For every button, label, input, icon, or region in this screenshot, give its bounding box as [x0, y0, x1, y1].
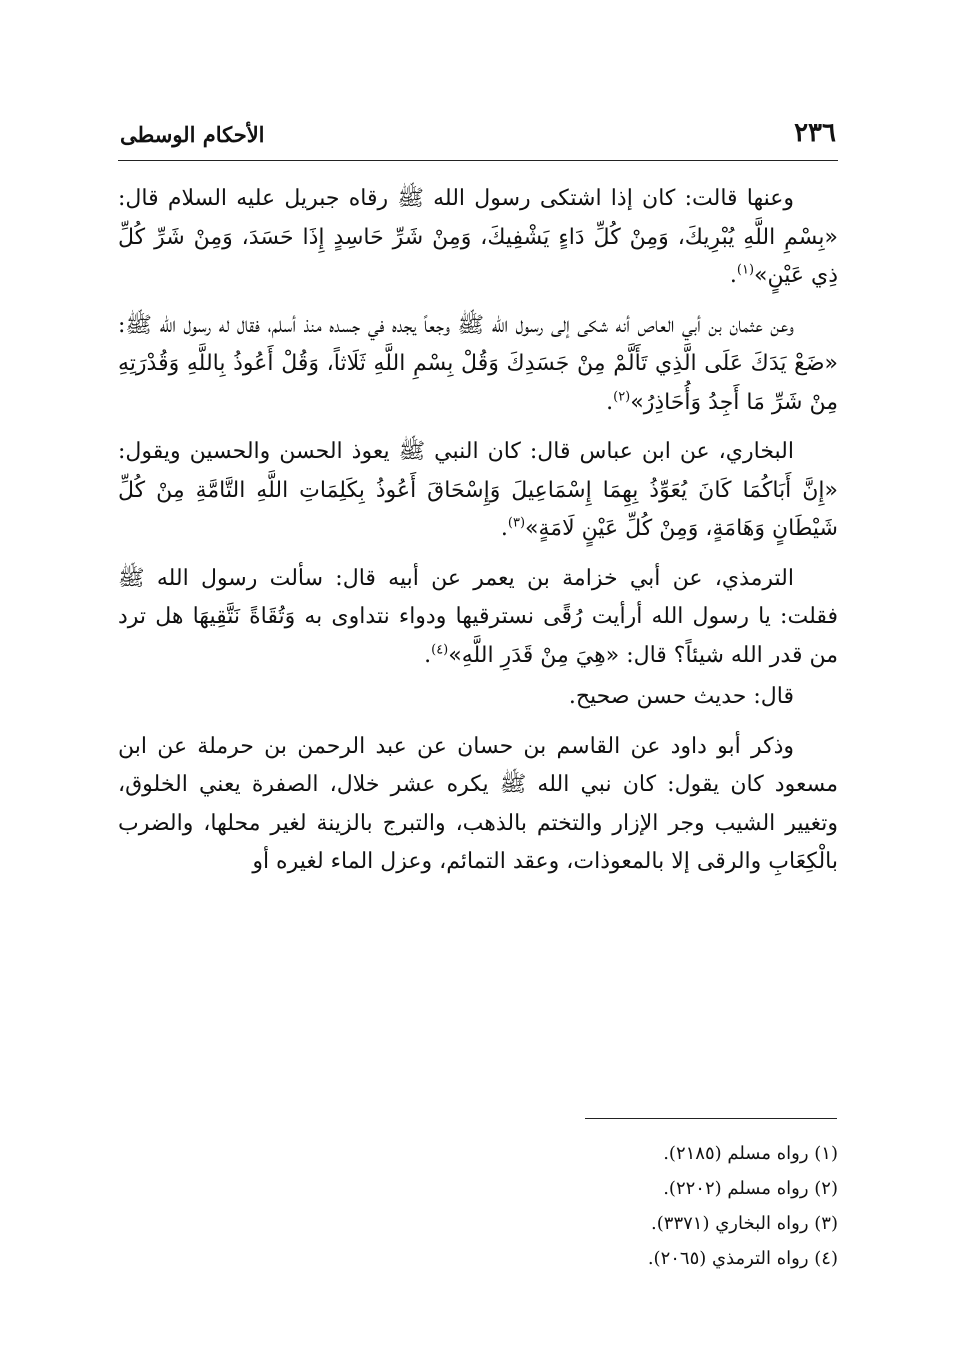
paragraph-2-tail: .: [606, 389, 614, 415]
footnote-4: (٤) رواه الترمذي (٢٠٦٥).: [647, 1248, 838, 1269]
running-title: الأحكام الوسطى: [120, 122, 265, 147]
paragraph-3-tail: .: [500, 516, 508, 541]
paragraph-1-quote: «بِسْمِ اللَّهِ يُبْرِيكَ، وَمِنْ كُلِّ دَاءٍ يَشْفِيكَ، وَمِنْ شَرِّ حَاسِدٍ إِذَا حَسَدَ، وَمِنْ شَرِّ كُلِّ ذِي عَيْنٍ»: [118, 224, 838, 288]
paragraph-4-lead: الترمذي، عن أبي خزامة بن يعمر عن أبيه قال: سألت رسول الله ﷺ فقلت: يا رسول الله أرأيت رُقًى نسترقيها ودواء نتداوى به وَتُقَاةً نَتَّقِيهَا هل ترد من قدر الله شيئاً؟ قال:: [118, 565, 838, 668]
paragraph-2-lead: وعن عثمان بن أبي العاص أنه شكى إلى رسول الله ﷺ وجعاً يجده في جسده منذ أسلم، فقال له رسول الله ﷺ:: [118, 312, 794, 338]
paragraph-3-quote: «إِنَّ أَبَاكُمَا كَانَ يُعَوِّذُ بِهِمَا إِسْمَاعِيلَ وَإِسْحَاقَ أَعُوذُ بِكَلِمَاتِ اللَّهِ التَّامَّةِ مِنْ كُلِّ شَيْطَانٍ وَهَامَةٍ، وَمِنْ كُلِّ عَيْنٍ لَامَةٍ»: [118, 477, 838, 541]
paragraph-2: [118, 307, 838, 423]
footnote-1: (١) رواه مسلم (٢١٨٥).: [663, 1143, 838, 1164]
footnotes: [118, 1136, 838, 1276]
paragraph-4-tail: .: [424, 642, 432, 668]
paragraph-4-quote: «هِيَ مِنْ قَدَرِ اللَّهِ»: [448, 642, 620, 668]
paragraph-5: وذكر أبو داود عن القاسم بن حسان عن عبد الرحمن بن حرملة عن ابن مسعود كان يقول: كان نبي الله ﷺ يكره عشر خلال، الصفرة يعني الخلوق، وتغيير الشيب وجر الإزار والتختم بالذهب، والتبرج بالزينة لغير محلها، والضرب بالْكِعَابِ والرقى إلا بالمعوذات، وعقد التمائم، وعزل الماء لغيره أو: [118, 733, 838, 874]
paragraph-4: [118, 560, 838, 676]
footnote-3: (٣) رواه البخاري (٣٣٧١).: [651, 1213, 838, 1234]
paragraph-3: [118, 433, 838, 549]
footnote-ref-4: (٤): [431, 642, 449, 658]
paragraph-1: [118, 180, 838, 296]
header-rule: [118, 160, 838, 161]
page-header: [118, 118, 838, 162]
paragraph-1-lead: وعنها قالت: كان إذا اشتكى رسول الله ﷺ رقاه جبريل عليه السلام قال:: [118, 186, 794, 211]
paragraph-3-lead: البخاري، عن ابن عباس قال: كان النبي ﷺ يعوذ الحسن والحسين ويقول:: [118, 439, 794, 464]
footnote-ref-3: (٣): [507, 515, 526, 531]
footnote-rule: [585, 1118, 837, 1119]
page-number: ٢٣٦: [794, 118, 836, 148]
footnote-2: (٢) رواه مسلم (٢٢٠٢).: [663, 1178, 838, 1199]
paragraph-1-tail: .: [729, 263, 737, 288]
grading-remark: قال: حديث حسن صحيح.: [568, 684, 794, 709]
paragraph-2-quote: «ضَعْ يَدَكَ عَلَى الَّذِي تَأَلَّمْ مِنْ جَسَدِكَ وَقُلْ بِسْمِ اللَّهِ ثَلَاثاً، وَقُلْ أَعُوذُ بِاللَّهِ وَقُدْرَتِهِ مِنْ شَرِّ مَا أَجِدُ وَأُحَاذِرُ»: [118, 351, 838, 415]
footnote-ref-2: (٢): [613, 389, 631, 405]
body-text: [118, 180, 838, 893]
footnote-ref-1: (١): [736, 262, 755, 278]
